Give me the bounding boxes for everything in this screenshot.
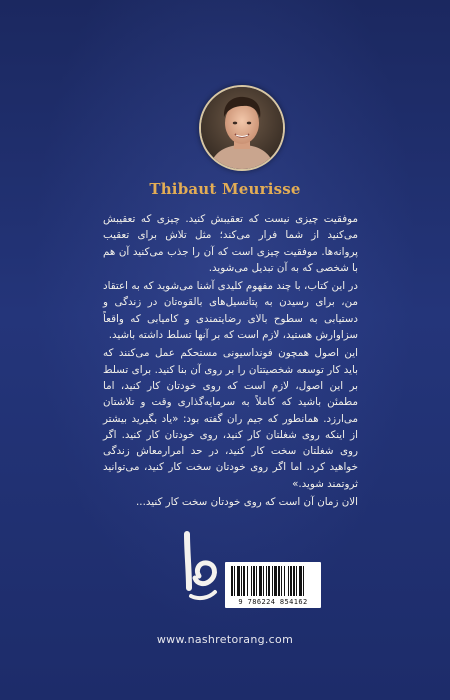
publisher-logo — [181, 530, 221, 602]
blurb-paragraph: در این کتاب، با چند مفهوم کلیدی آشنا می‌شوید که به اعتقاد من، برای رسیدن به پتانسیل‌های بالقوه‌تان در زندگی و دستیابی به سطوح بالای رضایتمندی و کامیابی که واقعاً سزاوارش هستید، لازم است که بر آنها تسلط داشته باشید. — [103, 280, 358, 342]
blurb-paragraph: موفقیت چیزی نیست که تعقیبش کنید. چیزی که تعقیبش می‌کنید از شما فرار می‌کند؛ مثل تلاش برای تعقیب پروانه‌ها. موفقیت چیزی است که آن را جذب می‌کنید آن هم با شخصی که به آن تبدیل می‌شوید. — [103, 213, 358, 274]
blurb-paragraph: این اصول همچون فونداسیونی مستحکم عمل می‌کنند که باید کار توسعه شخصیتتان را بر روی آن بنا کنید. برای تسلط بر این اصول، لازم است که روی خودتان کار کنید، اما مطمئن باشید که کاملاً به سرمایه‌گذاری وقت و تلاشتان می‌ارزد. همانطور که جیم ران گفته بود: «یاد بگیرید بیشتر از اینکه روی شغلتان کار کنید، روی خودتان کار کنید. اگر روی شغلتان سخت کار کنید، در حد امرارمعاش زندگی خواهید کرد. اما اگر روی خودتان سخت کار کنید، می‌توانید ثروتمند شوید.» — [103, 347, 358, 490]
isbn-number: 9 786224 854162 — [238, 598, 308, 606]
blurb-text — [103, 211, 358, 512]
blurb-paragraph: الان زمان آن است که روی خودتان سخت کار کنید... — [136, 496, 358, 509]
publisher-website: www.nashretorang.com — [156, 633, 294, 646]
author-name: Thibaut Meurisse — [149, 180, 301, 198]
author-photo — [199, 85, 285, 171]
isbn-barcode — [225, 562, 321, 608]
